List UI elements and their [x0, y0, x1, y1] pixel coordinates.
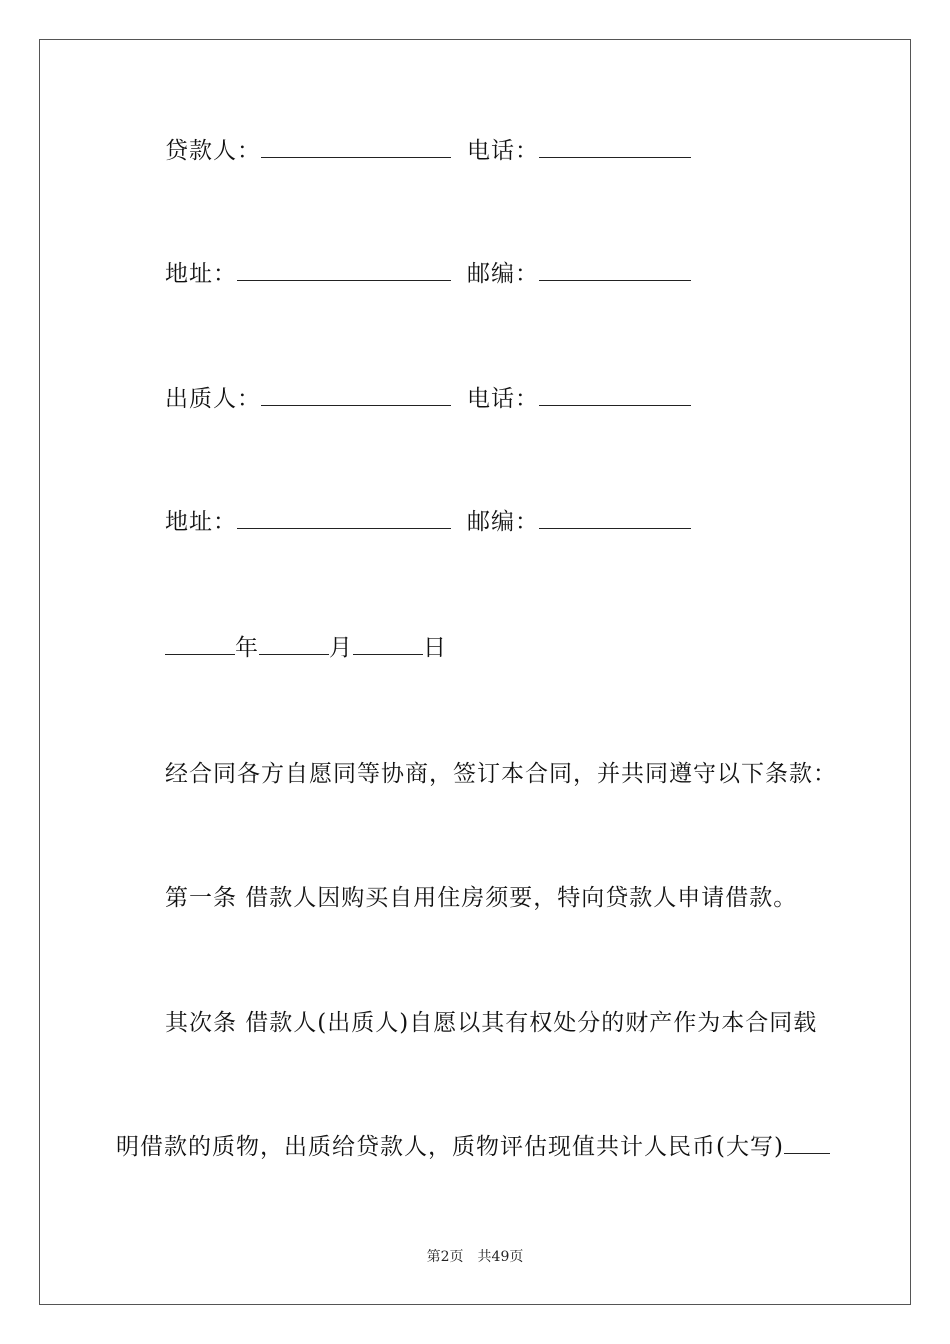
amount-blank[interactable]: [784, 1131, 830, 1154]
lender-row: [165, 135, 691, 166]
page-footer: [0, 1248, 950, 1266]
year-label: 年: [235, 635, 259, 661]
pledgor-row: [165, 383, 691, 414]
pledgor-phone-label: 电话：: [467, 386, 539, 412]
pledgor-label: 出质人：: [165, 386, 261, 412]
article-1: 第一条 借款人因购买自用住房须要，特向贷款人申请借款。: [165, 885, 798, 911]
article-2-line-1: 其次条 借款人(出质人)自愿以其有权处分的财产作为本合同载: [165, 1010, 818, 1036]
lender-address-row: [165, 258, 691, 289]
pledgor-phone-blank[interactable]: [539, 383, 691, 406]
year-blank[interactable]: [165, 632, 235, 655]
page-number: 第2页: [426, 1249, 464, 1265]
intro-paragraph: 经合同各方自愿同等协商，签订本合同，并共同遵守以下条款：: [165, 761, 837, 787]
month-blank[interactable]: [259, 632, 329, 655]
date-line: [165, 632, 447, 663]
pledgor-address-label: 地址：: [165, 509, 237, 535]
pledgor-postcode-label: 邮编：: [467, 509, 539, 535]
article-2-line-2-text: 明借款的质物，出质给贷款人，质物评估现值共计人民币(大写): [116, 1134, 784, 1160]
lender-address-label: 地址：: [165, 261, 237, 287]
day-label: 日: [423, 635, 447, 661]
lender-postcode-blank[interactable]: [539, 258, 691, 281]
lender-postcode-label: 邮编：: [467, 261, 539, 287]
lender-blank[interactable]: [261, 135, 451, 158]
pledgor-postcode-blank[interactable]: [539, 506, 691, 529]
total-pages: 共49页: [477, 1249, 524, 1265]
lender-phone-blank[interactable]: [539, 135, 691, 158]
article-2-line-2: [116, 1131, 830, 1162]
pledgor-address-row: [165, 506, 691, 537]
lender-phone-label: 电话：: [467, 138, 539, 164]
pledgor-blank[interactable]: [261, 383, 451, 406]
lender-label: 贷款人：: [165, 138, 261, 164]
day-blank[interactable]: [353, 632, 423, 655]
lender-address-blank[interactable]: [237, 258, 451, 281]
month-label: 月: [329, 635, 353, 661]
page-border: [39, 39, 911, 1305]
pledgor-address-blank[interactable]: [237, 506, 451, 529]
